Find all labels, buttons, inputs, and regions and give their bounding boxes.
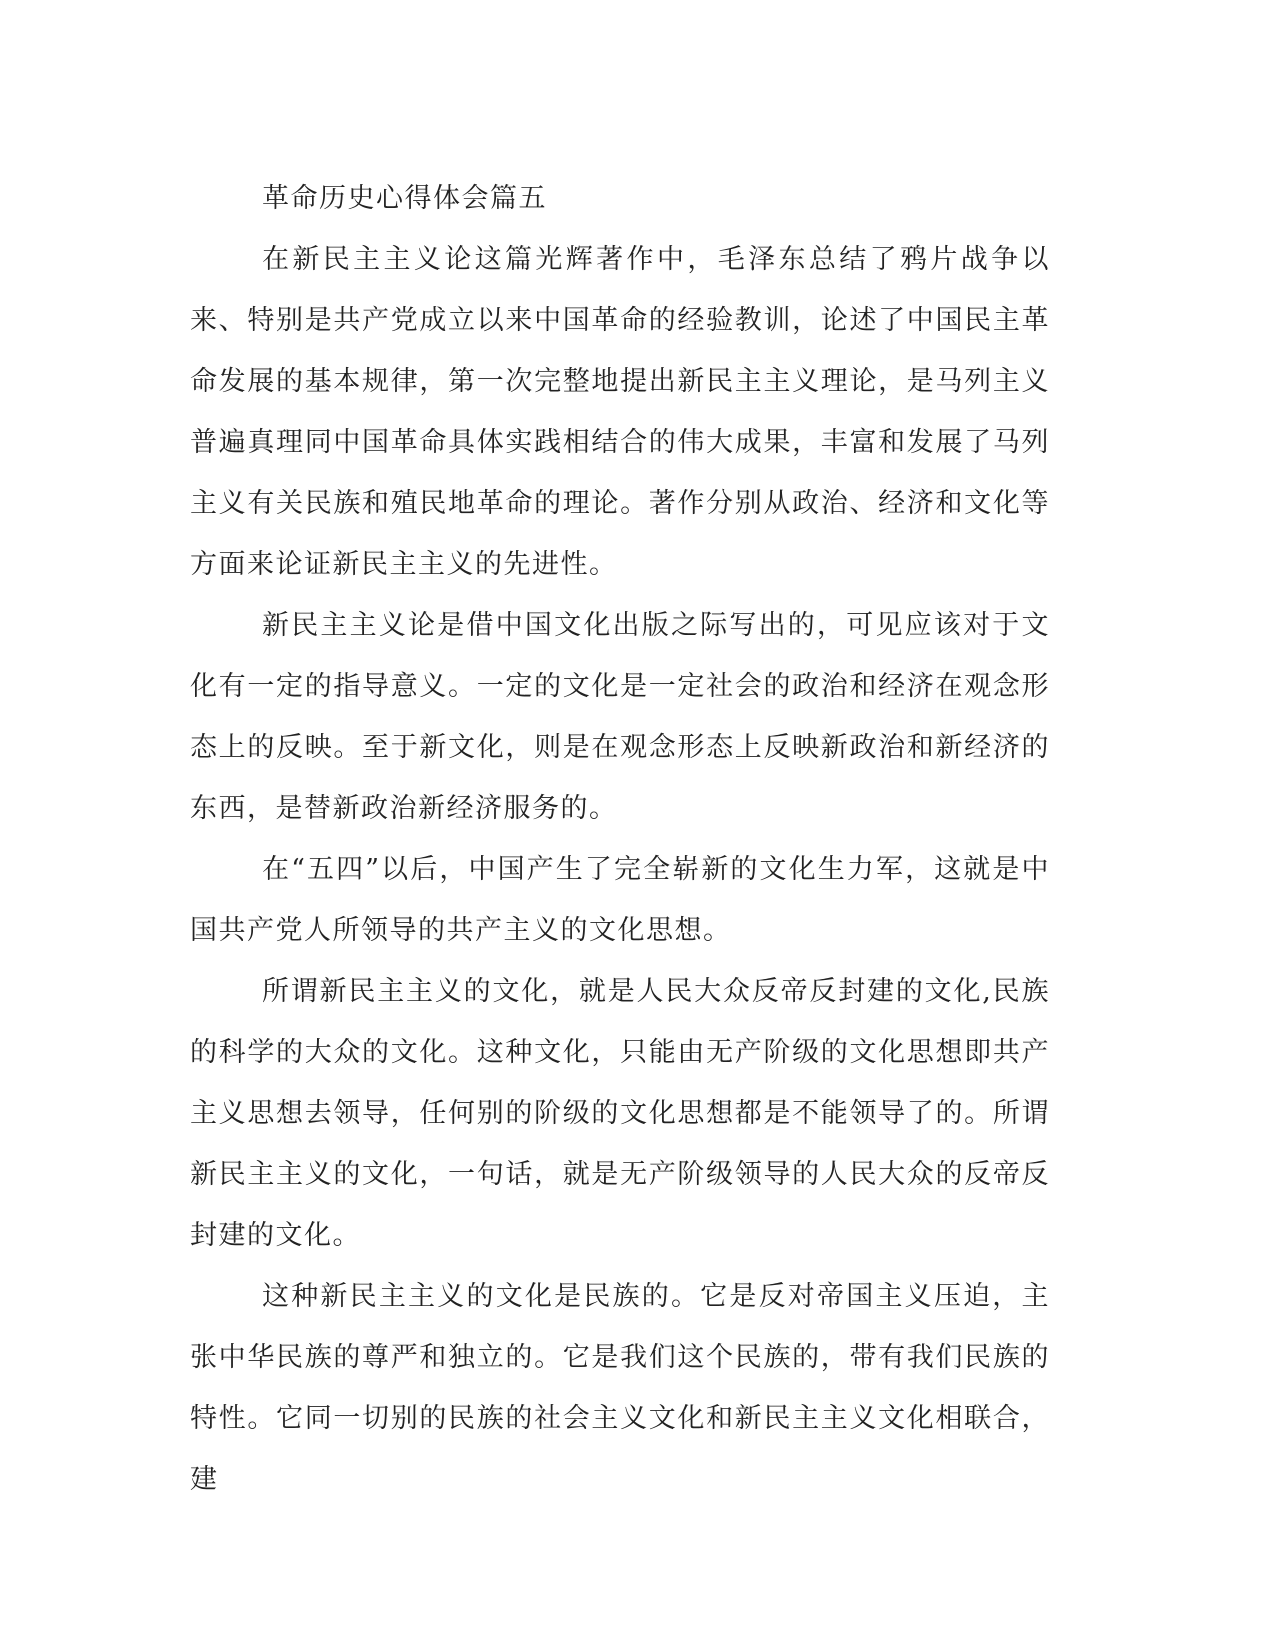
paragraph-1: 在新民主主义论这篇光辉著作中，毛泽东总结了鸦片战争以来、特别是共产党成立以来中国革命的经验教训，论述了中国民主革命发展的基本规律，第一次完整地提出新民主主义理论，是马列主义普遍真理同中国革命具体实践相结合的伟大成果，丰富和发展了马列主义有关民族和殖民地革命的理论。著作分别从政治、经济和文化等方面来论证新民主主义的先进性。 bbox=[190, 244, 1050, 580]
document-title: 革命历史心得体会篇五 bbox=[262, 183, 547, 214]
paragraph-2: 新民主主义论是借中国文化出版之际写出的，可见应该对于文化有一定的指导意义。一定的文化是一定社会的政治和经济在观念形态上的反映。至于新文化，则是在观念形态上反映新政治和新经济的东西，是替新政治新经济服务的。 bbox=[190, 610, 1050, 824]
paragraph-3: 在“五四”以后，中国产生了完全崭新的文化生力军，这就是中国共产党人所领导的共产主义的文化思想。 bbox=[190, 854, 1050, 946]
paragraph-4: 所谓新民主主义的文化，就是人民大众反帝反封建的文化,民族的科学的大众的文化。这种文化，只能由无产阶级的文化思想即共产主义思想去领导，任何别的阶级的文化思想都是不能领导了的。所谓新民主主义的文化，一句话，就是无产阶级领导的人民大众的反帝反封建的文化。 bbox=[190, 976, 1050, 1251]
document-body bbox=[190, 168, 1050, 1510]
paragraph-5: 这种新民主主义的文化是民族的。它是反对帝国主义压迫，主张中华民族的尊严和独立的。它是我们这个民族的，带有我们民族的特性。它同一切别的民族的社会主义文化和新民主主义文化相联合，建 bbox=[190, 1281, 1050, 1495]
